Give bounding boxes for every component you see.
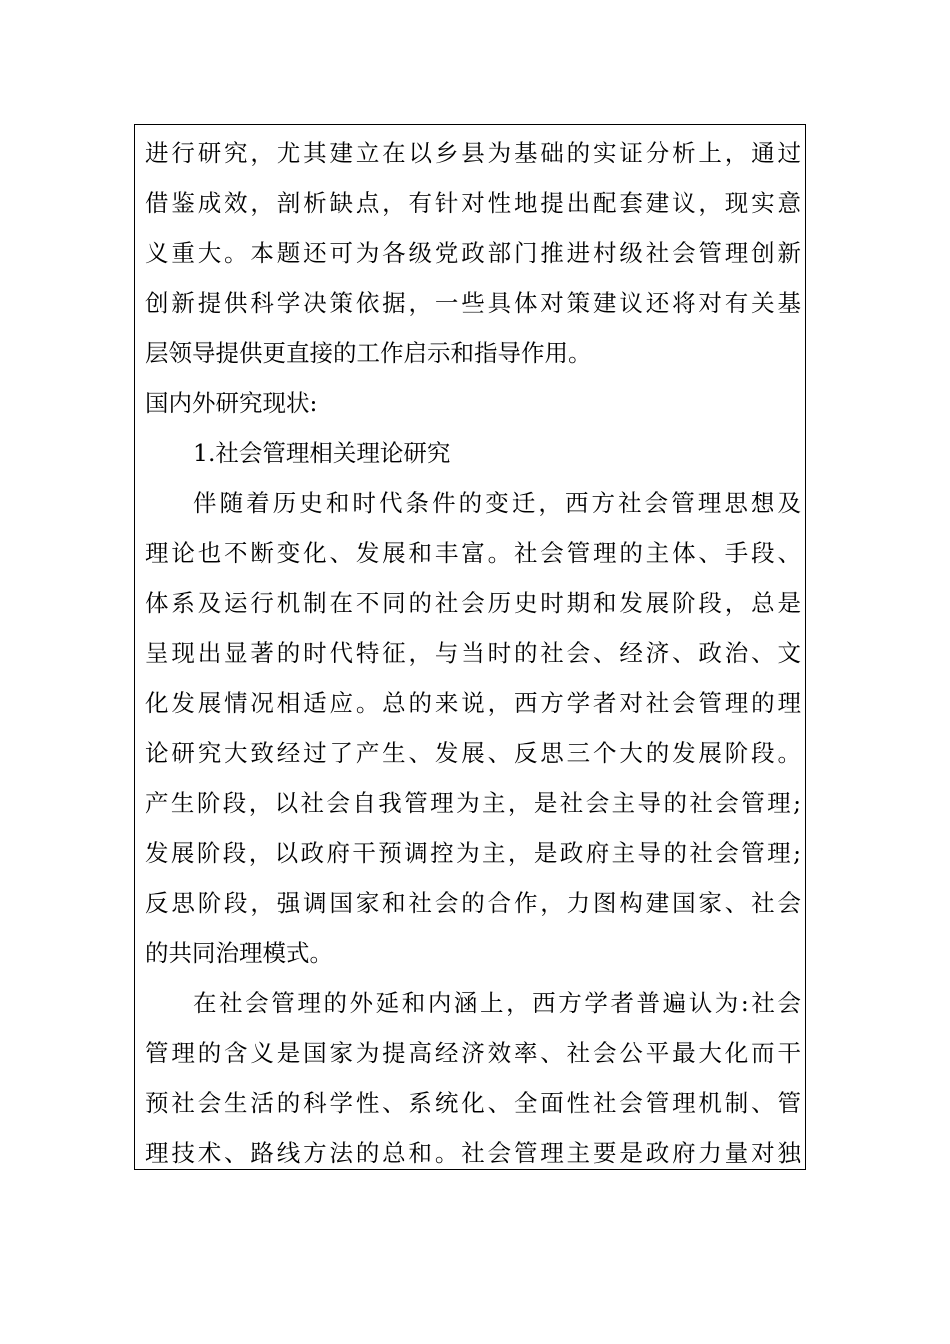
- text-line: 在社会管理的外延和内涵上，西方学者普遍认为:社会: [193, 989, 801, 1017]
- text-line: 管理的含义是国家为提高经济效率、社会公平最大化而干: [145, 1039, 801, 1067]
- text-line: 进行研究，尤其建立在以乡县为基础的实证分析上，通过: [145, 139, 801, 167]
- text-line: 产生阶段，以社会自我管理为主，是社会主导的社会管理;: [145, 789, 801, 817]
- text-line: 体系及运行机制在不同的社会历史时期和发展阶段，总是: [145, 589, 801, 617]
- text-line: 伴随着历史和时代条件的变迁，西方社会管理思想及: [193, 489, 801, 517]
- text-line: 化发展情况相适应。总的来说，西方学者对社会管理的理: [145, 689, 801, 717]
- document-body: [145, 128, 801, 1178]
- text-line: 借鉴成效，剖析缺点，有针对性地提出配套建议，现实意: [145, 189, 801, 217]
- text-line: 的共同治理模式。: [145, 939, 333, 967]
- text-line: 理技术、路线方法的总和。社会管理主要是政府力量对独: [145, 1139, 801, 1167]
- text-line: 反思阶段，强调国家和社会的合作，力图构建国家、社会: [145, 889, 801, 917]
- text-line: 层领导提供更直接的工作启示和指导作用。: [145, 339, 592, 367]
- text-line: 论研究大致经过了产生、发展、反思三个大的发展阶段。: [145, 739, 801, 767]
- subsection-heading: 1.社会管理相关理论研究: [193, 439, 451, 467]
- text-line: 创新提供科学决策依据，一些具体对策建议还将对有关基: [145, 289, 801, 317]
- text-line: 理论也不断变化、发展和丰富。社会管理的主体、手段、: [145, 539, 801, 567]
- text-line: 发展阶段，以政府干预调控为主，是政府主导的社会管理;: [145, 839, 801, 867]
- text-line: 呈现出显著的时代特征，与当时的社会、经济、政治、文: [145, 639, 801, 667]
- text-line: 义重大。本题还可为各级党政部门推进村级社会管理创新: [145, 239, 801, 267]
- section-heading: 国内外研究现状:: [145, 389, 318, 417]
- text-line: 预社会生活的科学性、系统化、全面性社会管理机制、管: [145, 1089, 801, 1117]
